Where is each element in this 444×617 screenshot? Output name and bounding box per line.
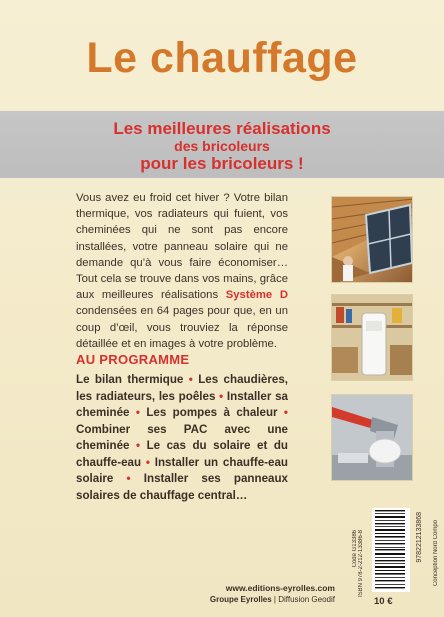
program-item: Installer sa cheminée	[76, 389, 288, 419]
ean-number: 9782212133868	[416, 512, 423, 563]
publisher-name: Groupe Eyrolles	[209, 595, 272, 604]
program-list	[76, 372, 288, 504]
wrench-valve-illustration	[332, 395, 413, 481]
program-item: Combiner ses PAC avec une cheminée	[76, 422, 288, 452]
bullet-separator: •	[129, 406, 147, 419]
product-code: Code G13386	[352, 530, 358, 568]
design-credit: Conception Nord Compo	[433, 520, 439, 587]
intro-text-before: Vous avez eu froid cet hiver ? Votre bilan thermique, vos radiateurs qui fuient, vos cheminées qui ne sont pas encore installées, votre panneau solaire qui ne demande qu’à vous faire économiser… Tout cela se trouve dans vos mains, grâce aux meilleures réalisations	[76, 192, 288, 302]
tagline-line1: Les meilleures réalisations	[113, 119, 331, 138]
bullet-separator: •	[129, 439, 147, 452]
book-title: Le chauffage	[86, 34, 358, 82]
bullet-separator: •	[277, 406, 288, 419]
barcode-bars	[372, 508, 410, 592]
publisher-website: www.editions-eyrolles.com	[225, 583, 335, 593]
solar-roof-photo	[331, 196, 413, 283]
barcode	[372, 508, 410, 592]
distributor-name: Diffusion Geodif	[278, 595, 335, 604]
intro-paragraph	[76, 190, 288, 352]
bullet-separator: •	[113, 472, 144, 485]
bullet-separator: •	[183, 373, 199, 386]
program-heading: AU PROGRAMME	[76, 352, 190, 367]
intro-text-after: condensées en 64 pages pour que, en un coup d’œil, vous trouviez la réponse détaillée et en images à votre problème.	[76, 305, 288, 350]
solar-roof-illustration	[332, 197, 413, 283]
program-item: Le bilan thermique	[76, 373, 184, 386]
brand-name: Système D	[225, 289, 288, 302]
water-heater-photo	[331, 294, 413, 381]
wrench-valve-photo	[331, 394, 413, 481]
publisher-line	[150, 595, 335, 604]
program-item: Installer ses panneaux solaires de chauffage central…	[76, 472, 288, 502]
program-item: Installer un chauffe-eau solaire	[76, 455, 288, 485]
isbn-text: ISBN 978-2-212-13386-8	[358, 530, 364, 598]
tagline-line2: des bricoleurs	[174, 138, 270, 154]
publisher-separator: |	[271, 595, 279, 604]
program-item: Le cas du solaire et du chauffe-eau	[76, 439, 288, 469]
tagline-line3: pour les bricoleurs !	[140, 154, 304, 173]
water-heater-illustration	[332, 295, 413, 381]
program-item: Les chaudières, les radiateurs, les poêles	[76, 373, 288, 403]
bullet-separator: •	[215, 389, 227, 403]
program-item: Les pompes à chaleur	[146, 406, 278, 419]
price: 10 €	[374, 596, 393, 607]
bullet-separator: •	[141, 455, 155, 469]
